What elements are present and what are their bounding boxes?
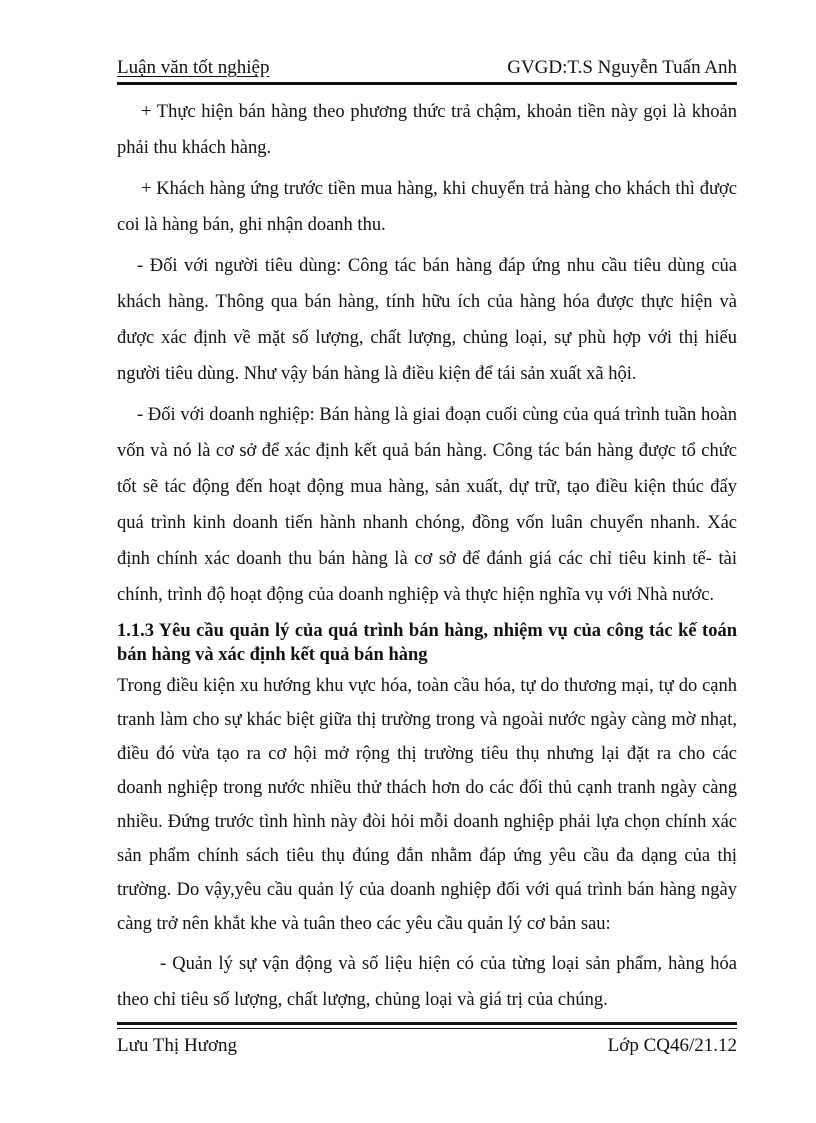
page-footer bbox=[117, 1034, 737, 1058]
header-rule bbox=[117, 82, 737, 85]
paragraph-requirement-item: - Quản lý sự vận động và số liệu hiện có của từng loại sản phẩm, hàng hóa theo chỉ tiêu số lượng, chất lượng, chủng loại và giá trị của chúng. bbox=[117, 954, 737, 1010]
paragraph-consumers: - Đối với người tiêu dùng: Công tác bán hàng đáp ứng nhu cầu tiêu dùng của khách hàng. Thông qua bán hàng, tính hữu ích của hàng hóa được thực hiện và được xác định về mặt số lượng, chất lượng, chủng loại, sự phù hợp với thị hiếu người tiêu dùng. Như vậy bán hàng là điều kiện để tái sản xuất xã hội. bbox=[117, 256, 737, 384]
footer-rule-thick bbox=[117, 1022, 737, 1025]
footer-class: Lớp CQ46/21.12 bbox=[607, 1035, 737, 1056]
footer-rule-thin bbox=[117, 1028, 737, 1029]
paragraph-advance-payment: + Khách hàng ứng trước tiền mua hàng, khi chuyển trả hàng cho khách thì được coi là hàng bán, ghi nhận doanh thu. bbox=[117, 179, 737, 235]
page-header bbox=[117, 52, 737, 80]
paragraph-deferred-payment: + Thực hiện bán hàng theo phương thức trả chậm, khoản tiền này gọi là khoản phải thu khách hàng. bbox=[117, 102, 737, 158]
section-heading: 1.1.3 Yêu cầu quản lý của quá trình bán hàng, nhiệm vụ của công tác kế toán bán hàng và xác định kết quả bán hàng bbox=[117, 621, 737, 665]
footer-author: Lưu Thị Hương bbox=[117, 1035, 238, 1056]
paragraph-management-context: Trong điều kiện xu hướng khu vực hóa, toàn cầu hóa, tự do thương mại, tự do cạnh tranh làm cho sự khác biệt giữa thị trường trong và ngoài nước ngày càng mờ nhạt, điều đó vừa tạo ra cơ hội mở rộng thị trường tiêu thụ nhưng lại đặt ra cho các doanh nghiệp trong nước nhiều thử thách hơn do các đối thủ cạnh tranh ngày càng nhiều. Đứng trước tình hình này đòi hỏi mỗi doanh nghiệp phải lựa chọn chính xác sản phẩm chính sách tiêu thụ đúng đắn nhằm đáp ứng yêu cầu đa dạng của thị trường. Do vậy,yêu cầu quản lý của doanh nghiệp đối với quá trình bán hàng ngày càng trở nên khắt khe và tuân theo các yêu cầu quản lý cơ bản sau: bbox=[117, 676, 737, 934]
page-body bbox=[117, 94, 737, 1018]
paragraph-enterprises: - Đối với doanh nghiệp: Bán hàng là giai đoạn cuối cùng của quá trình tuần hoàn vốn và nó là cơ sở để xác định kết quả bán hàng. Công tác bán hàng được tổ chức tốt sẽ tác động đến hoạt động mua hàng, sản xuất, dự trữ, tạo điều kiện thúc đẩy quá trình kinh doanh tiến hành nhanh chóng, đồng vốn luân chuyển nhanh. Xác định chính xác doanh thu bán hàng là cơ sở để đánh giá các chỉ tiêu kinh tế- tài chính, trình độ hoạt động của doanh nghiệp và thực hiện nghĩa vụ với Nhà nước. bbox=[117, 405, 737, 605]
header-supervisor: GVGD:T.S Nguyễn Tuấn Anh bbox=[507, 57, 737, 78]
header-thesis-title: Luận văn tốt nghiệp bbox=[117, 57, 270, 78]
